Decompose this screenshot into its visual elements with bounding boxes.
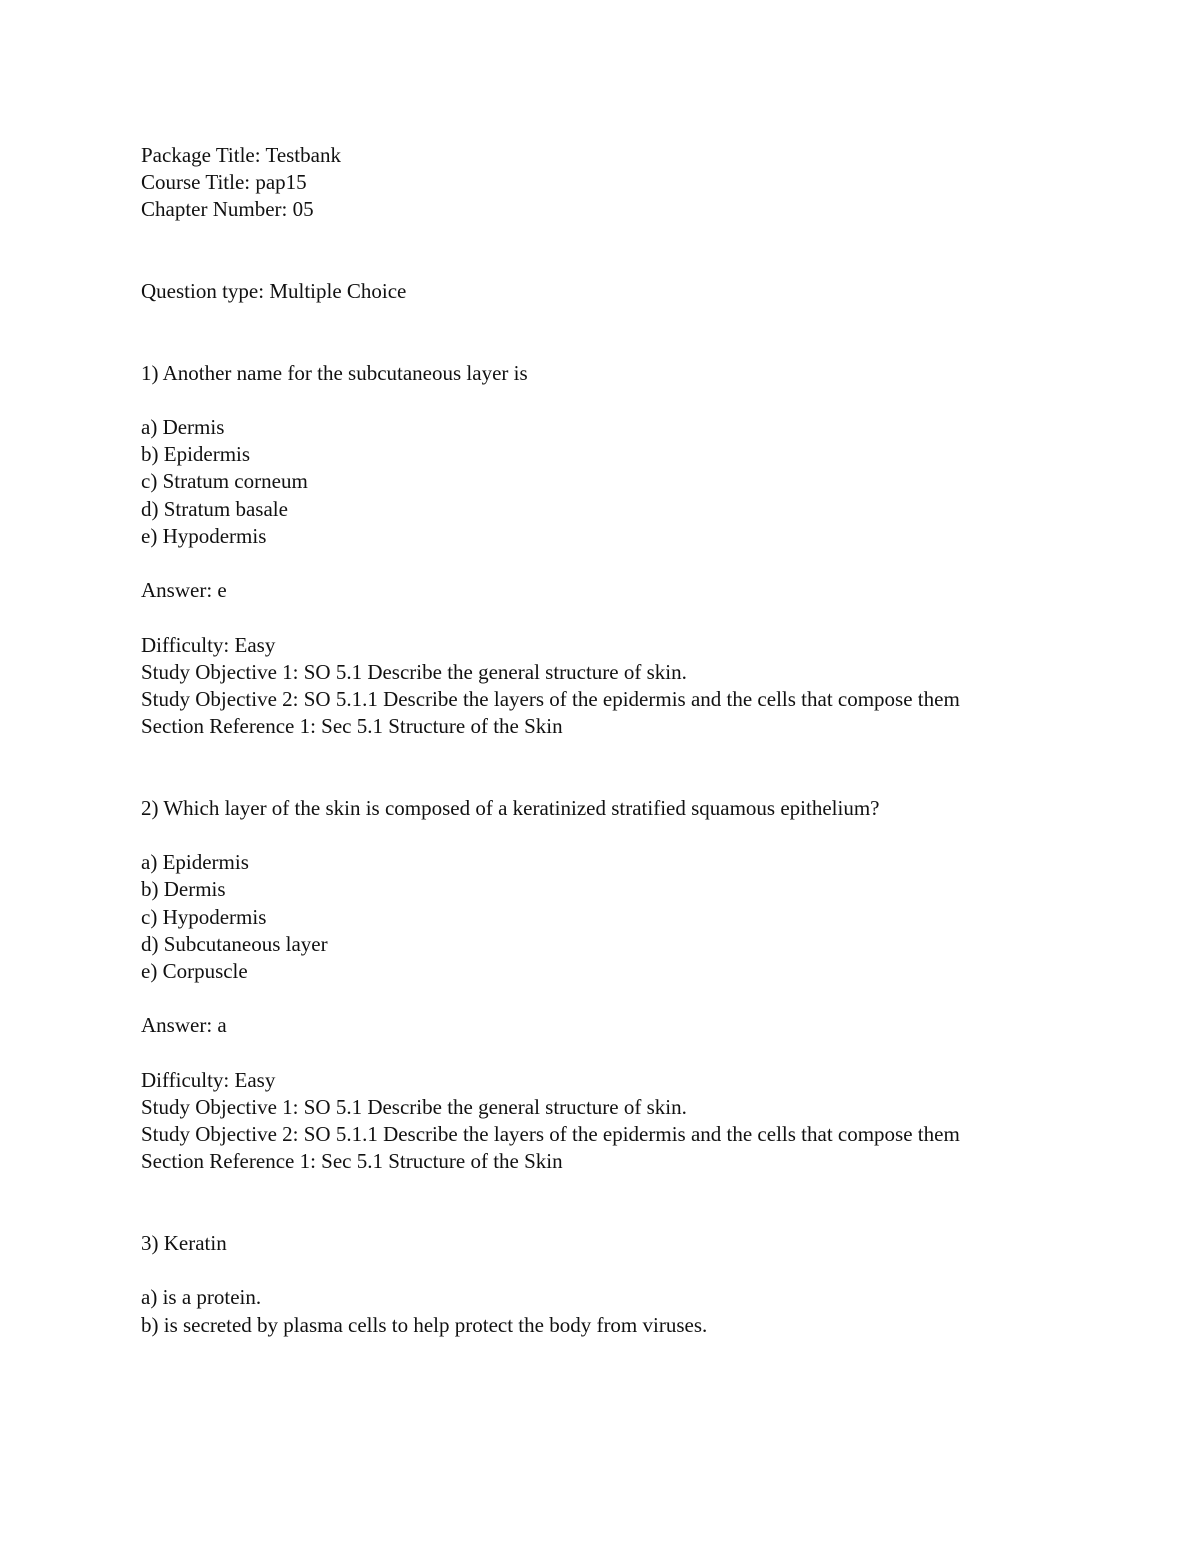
option-list (141, 849, 1041, 985)
question-stem: 2) Which layer of the skin is composed of a keratinized stratified squamous epithelium? (141, 795, 880, 820)
document-body (141, 142, 1041, 1339)
option-b: b) is secreted by plasma cells to help protect the body from viruses. (141, 1312, 708, 1337)
difficulty: Difficulty: Easy (141, 1067, 276, 1092)
option-d: d) Subcutaneous layer (141, 931, 328, 956)
option-b: b) Epidermis (141, 442, 251, 467)
study-objective-1: Study Objective 1: SO 5.1 Describe the general structure of skin. (141, 1094, 687, 1119)
course-title: Course Title: pap15 (141, 170, 307, 195)
section-reference: Section Reference 1: Sec 5.1 Structure of the Skin (141, 1149, 563, 1174)
chapter-number: Chapter Number: 05 (141, 197, 314, 222)
answer: Answer: e (141, 578, 227, 603)
question-1 (141, 360, 1041, 741)
option-e: e) Hypodermis (141, 523, 267, 548)
option-a: a) Dermis (141, 414, 225, 439)
difficulty: Difficulty: Easy (141, 632, 276, 657)
option-a: a) Epidermis (141, 850, 249, 875)
option-list (141, 414, 1041, 550)
answer: Answer: a (141, 1013, 227, 1038)
study-objective-1: Study Objective 1: SO 5.1 Describe the general structure of skin. (141, 659, 687, 684)
option-d: d) Stratum basale (141, 496, 288, 521)
option-e: e) Corpuscle (141, 958, 248, 983)
package-title: Package Title: Testbank (141, 143, 341, 167)
option-c: c) Hypodermis (141, 904, 267, 929)
question-stem: 1) Another name for the subcutaneous layer is (141, 360, 528, 385)
option-list (141, 1284, 1041, 1338)
option-b: b) Dermis (141, 877, 226, 902)
section-reference: Section Reference 1: Sec 5.1 Structure of the Skin (141, 714, 563, 739)
question-stem: 3) Keratin (141, 1230, 227, 1255)
question-2 (141, 795, 1041, 1176)
question-3 (141, 1230, 1041, 1339)
study-objective-2: Study Objective 2: SO 5.1.1 Describe the layers of the epidermis and the cells that compose them (141, 686, 960, 711)
study-objective-2: Study Objective 2: SO 5.1.1 Describe the layers of the epidermis and the cells that compose them (141, 1122, 960, 1147)
option-c: c) Stratum corneum (141, 469, 308, 494)
document-header (141, 142, 1041, 224)
question-type: Question type: Multiple Choice (141, 279, 407, 303)
option-a: a) is a protein. (141, 1285, 262, 1310)
